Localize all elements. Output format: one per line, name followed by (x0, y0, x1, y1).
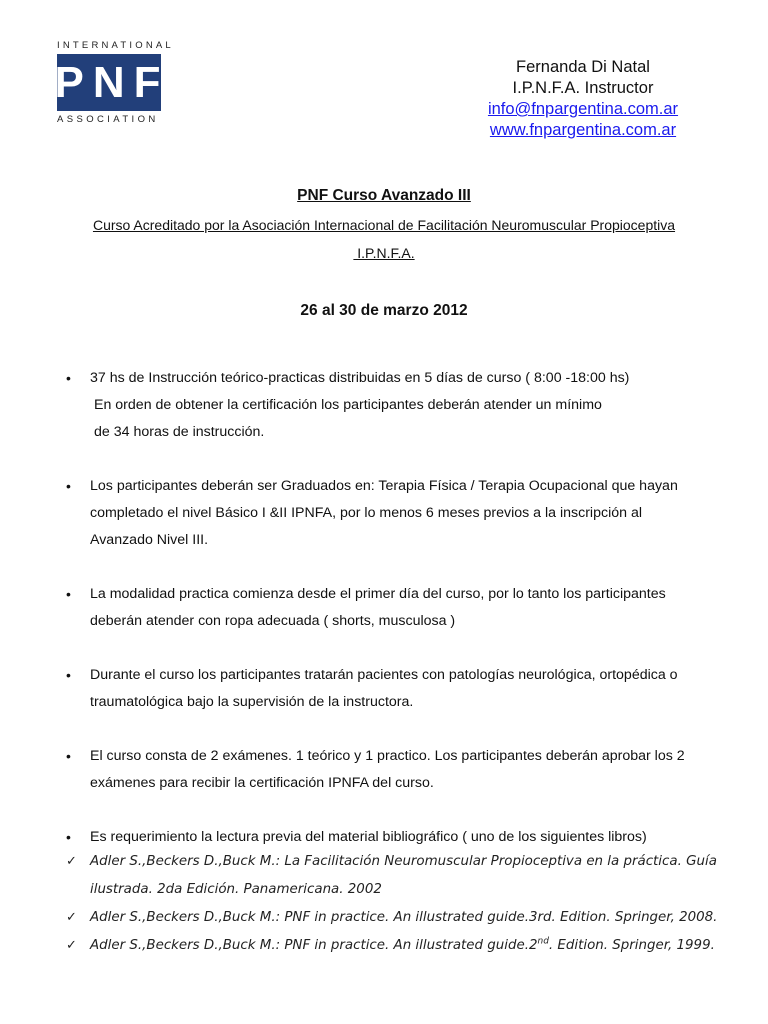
contact-name: Fernanda Di Natal (516, 58, 650, 76)
book-item (62, 848, 752, 904)
requirements-list (62, 365, 732, 851)
pnf-logo (54, 40, 174, 125)
contact-block (470, 57, 696, 141)
book-line-sup: nd (537, 936, 549, 947)
list-item-line: Avanzado Nivel III. (90, 532, 209, 548)
book-line-post: . Edition. Springer, 1999. (548, 938, 715, 953)
logo-main-text: PNF (54, 57, 170, 107)
book-line-pre: Adler S.,Beckers D.,Buck M.: PNF in practice. An illustrated guide.2 (90, 938, 538, 953)
list-item-line: traumatológica bajo la supervisión de la instructora. (90, 694, 414, 710)
list-item (62, 473, 732, 554)
accreditation-acronym (0, 245, 768, 261)
book-line: Adler S.,Beckers D.,Buck M.: PNF in practice. An illustrated guide.3rd. Edition. Springer, 2008. (90, 910, 718, 925)
list-item (62, 662, 732, 716)
course-dates: 26 al 30 de marzo 2012 (300, 302, 468, 319)
list-item-line: • 37 hs de Instrucción teórico-practicas distribuidas en 5 días de curso ( 8:00 -18:00 hs) (90, 370, 630, 386)
book-item (62, 932, 752, 960)
contact-email-link[interactable]: info@fnpargentina.com.ar (487, 100, 679, 118)
accreditation-line: Curso Acreditado por la Asociación Internacional de Facilitación Neuromuscular Propioceptiva (92, 217, 676, 233)
book-line (90, 932, 752, 960)
list-item-line: exámenes para recibir la certificación IPNFA del curso. (90, 775, 434, 791)
checkmark-icon: ✓ (66, 854, 77, 869)
bibliography-list (62, 848, 752, 960)
book-line: ilustrada. 2da Edición. Panamericana. 2002 (90, 882, 382, 897)
book-item (62, 904, 752, 932)
list-item-line: • El curso consta de 2 exámenes. 1 teórico y 1 practico. Los participantes deberán aprobar los 2 (90, 748, 685, 764)
list-item-line: • Los participantes deberán ser Graduados en: Terapia Física / Terapia Ocupacional que hayan (90, 478, 678, 494)
document-title: PNF Curso Avanzado III (297, 187, 471, 204)
list-item (62, 743, 732, 797)
checkmark-icon: ✓ (66, 938, 77, 953)
list-item (62, 365, 732, 446)
list-item-line: completado el nivel Básico I &II IPNFA, por lo menos 6 meses previos a la inscripción al (90, 505, 642, 521)
list-item-line: • La modalidad practica comienza desde el primer día del curso, por lo tanto los participantes (90, 586, 666, 602)
list-item-line: • Es requerimiento la lectura previa del material bibliográfico ( uno de los siguientes libros) (90, 829, 647, 845)
logo-main-box (54, 54, 170, 111)
list-item (62, 824, 732, 851)
list-item-line: En orden de obtener la certificación los participantes deberán atender un mínimo (94, 397, 602, 413)
list-item-line: deberán atender con ropa adecuada ( shorts, musculosa ) (90, 613, 456, 629)
list-item (62, 581, 732, 635)
logo-bottom-text: ASSOCIATION (57, 114, 159, 125)
acronym-text: I.P.N.F.A. (353, 245, 415, 261)
book-line: Adler S.,Beckers D.,Buck M.: La Facilitación Neuromuscular Propioceptiva en la práctica. Guía (90, 854, 717, 869)
list-item-line: • Durante el curso los participantes tratarán pacientes con patologías neurológica, ortopédica o (90, 667, 678, 683)
contact-website-link[interactable]: www.fnpargentina.com.ar (489, 121, 677, 139)
checkmark-icon: ✓ (66, 910, 77, 925)
logo-top-text: INTERNATIONAL (57, 40, 174, 51)
list-item-line: de 34 horas de instrucción. (94, 424, 265, 440)
contact-role: I.P.N.F.A. Instructor (512, 79, 654, 97)
